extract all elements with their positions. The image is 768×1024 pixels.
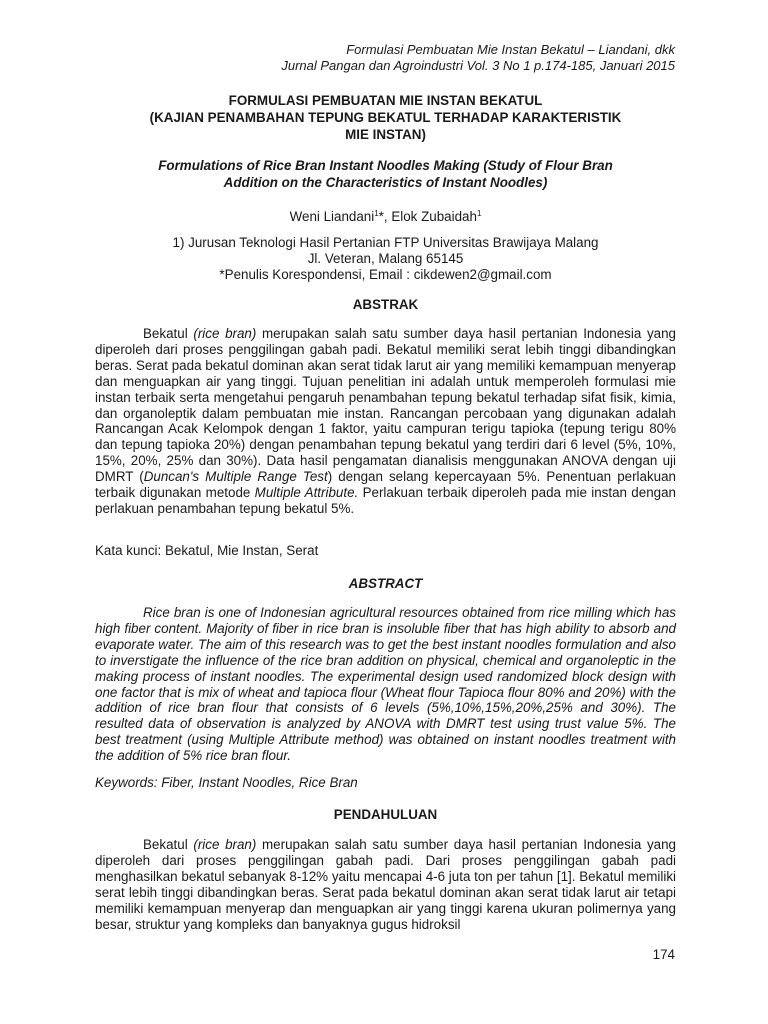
page-number: 174: [652, 947, 675, 962]
abstrak-paragraph: [95, 326, 676, 517]
correspondence-line: *Penulis Korespondensi, Email : cikdewen2@gmail.com: [219, 267, 552, 282]
abstrak-heading: ABSTRAK: [352, 297, 419, 312]
paper-title-line-1: FORMULASI PEMBUATAN MIE INSTAN BEKATUL: [228, 93, 543, 108]
running-header: [281, 42, 675, 74]
english-title-line-1: Formulations of Rice Bran Instant Noodles Making (Study of Flour Bran: [158, 158, 613, 173]
affiliation-block: [95, 235, 676, 283]
author-list: [95, 205, 676, 225]
text-run: merupakan salah satu sumber daya hasil pertanian Indonesia yang diperoleh dari proses penggilingan gabah padi. Bekatul memiliki serat lebih tinggi dibandingkan beras. Serat pada bekatul dominan akan serat tidak larut air yang memiliki kemampuan menyerap dan menguapkan air yang tinggi. Tujuan penelitian ini adalah untuk memperoleh formulasi mie instan terbaik serta mengetahui pengaruh penambahan tepung bekatul terhadap sifat fisik, kimia, dan organoleptik dalam pembuatan mie instan. Rancangan percobaan yang digunakan adalah Rancangan Acak Kelompok dengan 1 faktor, yaitu campuran terigu tapioka (tepung terigu 80% dan tepung tapioka 20%) dengan penambahan tepung bekatul yang terdiri dari 6 level (5%, 10%, 15%, 20%, 25% dan 30%). Data hasil pengamatan dianalisis menggunakan ANOVA dengan uji DMRT (: [95, 326, 676, 485]
corresponding-marker: *,: [378, 209, 392, 224]
running-header-line-1: Formulasi Pembuatan Mie Instan Bekatul – Liandani, dkk: [346, 42, 675, 57]
paper-title-line-3: MIE INSTAN): [345, 127, 426, 142]
pendahuluan-heading: PENDAHULUAN: [333, 807, 438, 822]
paper-title: [95, 92, 676, 143]
affiliation-line-1: 1) Jurusan Teknologi Hasil Pertanian FTP Universitas Brawijaya Malang: [172, 235, 599, 250]
text-run-italic: (rice bran): [193, 837, 257, 852]
abstract-keywords: Keywords: Fiber, Instant Noodles, Rice Bran: [95, 775, 358, 790]
text-run: Bekatul: [143, 837, 194, 852]
abstract-paragraph: Rice bran is one of Indonesian agricultural resources obtained from rice milling which has high fiber content. Majority of fiber in rice bran is insoluble fiber that has high ability to absorb and evaporate water. The aim of this research was to get the best instant noodles formulation and also to inverstigate the influence of the rice bran addition on physical, chemical and organoleptic in the making process of instant noodles. The experimental design used randomized block design with one factor that is mix of wheat and tapioca flour (Wheat flour Tapioca flour 80% and 20%) with the addition of rice bran flour that consists of 6 levels (5%,10%,15%,20%,25% and 30%). The resulted data of observation is analyzed by ANOVA with DMRT test using trust value 5%. The best treatment (using Multiple Attribute method) was obtained on instant noodles treatment with the addition of 5% rice bran flour.: [95, 605, 676, 764]
author-name: Elok Zubaidah: [391, 209, 477, 224]
english-title-line-2: Addition on the Characteristics of Instant Noodles): [223, 175, 548, 190]
text-run: merupakan salah satu sumber daya hasil pertanian Indonesia yang diperoleh dari proses penggilingan gabah padi. Dari proses penggilingan gabah padi menghasilkan bekatul sebanyak 8-12% yaitu mencapai 4-6 juta ton per tahun [1]. Bekatul memiliki serat lebih tinggi dibandingkan beras. Serat pada bekatul dominan akan serat tidak larut air tetapi memiliki kemampuan menyerap dan menguapkan air yang tinggi karena ukuran polimernya yang besar, struktur yang kompleks dan banyaknya gugus hidroksil: [95, 837, 676, 932]
affiliation-line-2: Jl. Veteran, Malang 65145: [307, 251, 464, 266]
affiliation-marker: 1: [374, 209, 379, 218]
affiliation-marker: 1: [476, 209, 482, 218]
paper-english-title: [95, 157, 676, 191]
text-run-italic: (rice bran): [193, 326, 257, 341]
abstract-heading: ABSTRACT: [348, 576, 423, 591]
pendahuluan-paragraph: [95, 837, 676, 932]
abstrak-keywords: Kata kunci: Bekatul, Mie Instan, Serat: [95, 543, 319, 558]
text-run: Bekatul: [143, 326, 194, 341]
text-run: Perlakuan terbaik diperoleh pada mie instan dengan perlakuan penambahan tepung bekatul 5%.: [95, 485, 676, 516]
text-run-italic: Multiple Attribute.: [254, 485, 359, 501]
running-header-line-2: Jurnal Pangan dan Agroindustri Vol. 3 No 1 p.174-185, Januari 2015: [281, 58, 675, 73]
author-name: Weni Liandani: [289, 209, 375, 224]
text-run-italic: Duncan's Multiple Range Test: [143, 469, 328, 485]
paper-title-line-2: (KAJIAN PENAMBAHAN TEPUNG BEKATUL TERHADAP KARAKTERISTIK: [149, 110, 622, 125]
text-run: ) dengan selang kepercayaan 5%. Penentuan perlakuan terbaik digunakan metode: [95, 469, 677, 501]
